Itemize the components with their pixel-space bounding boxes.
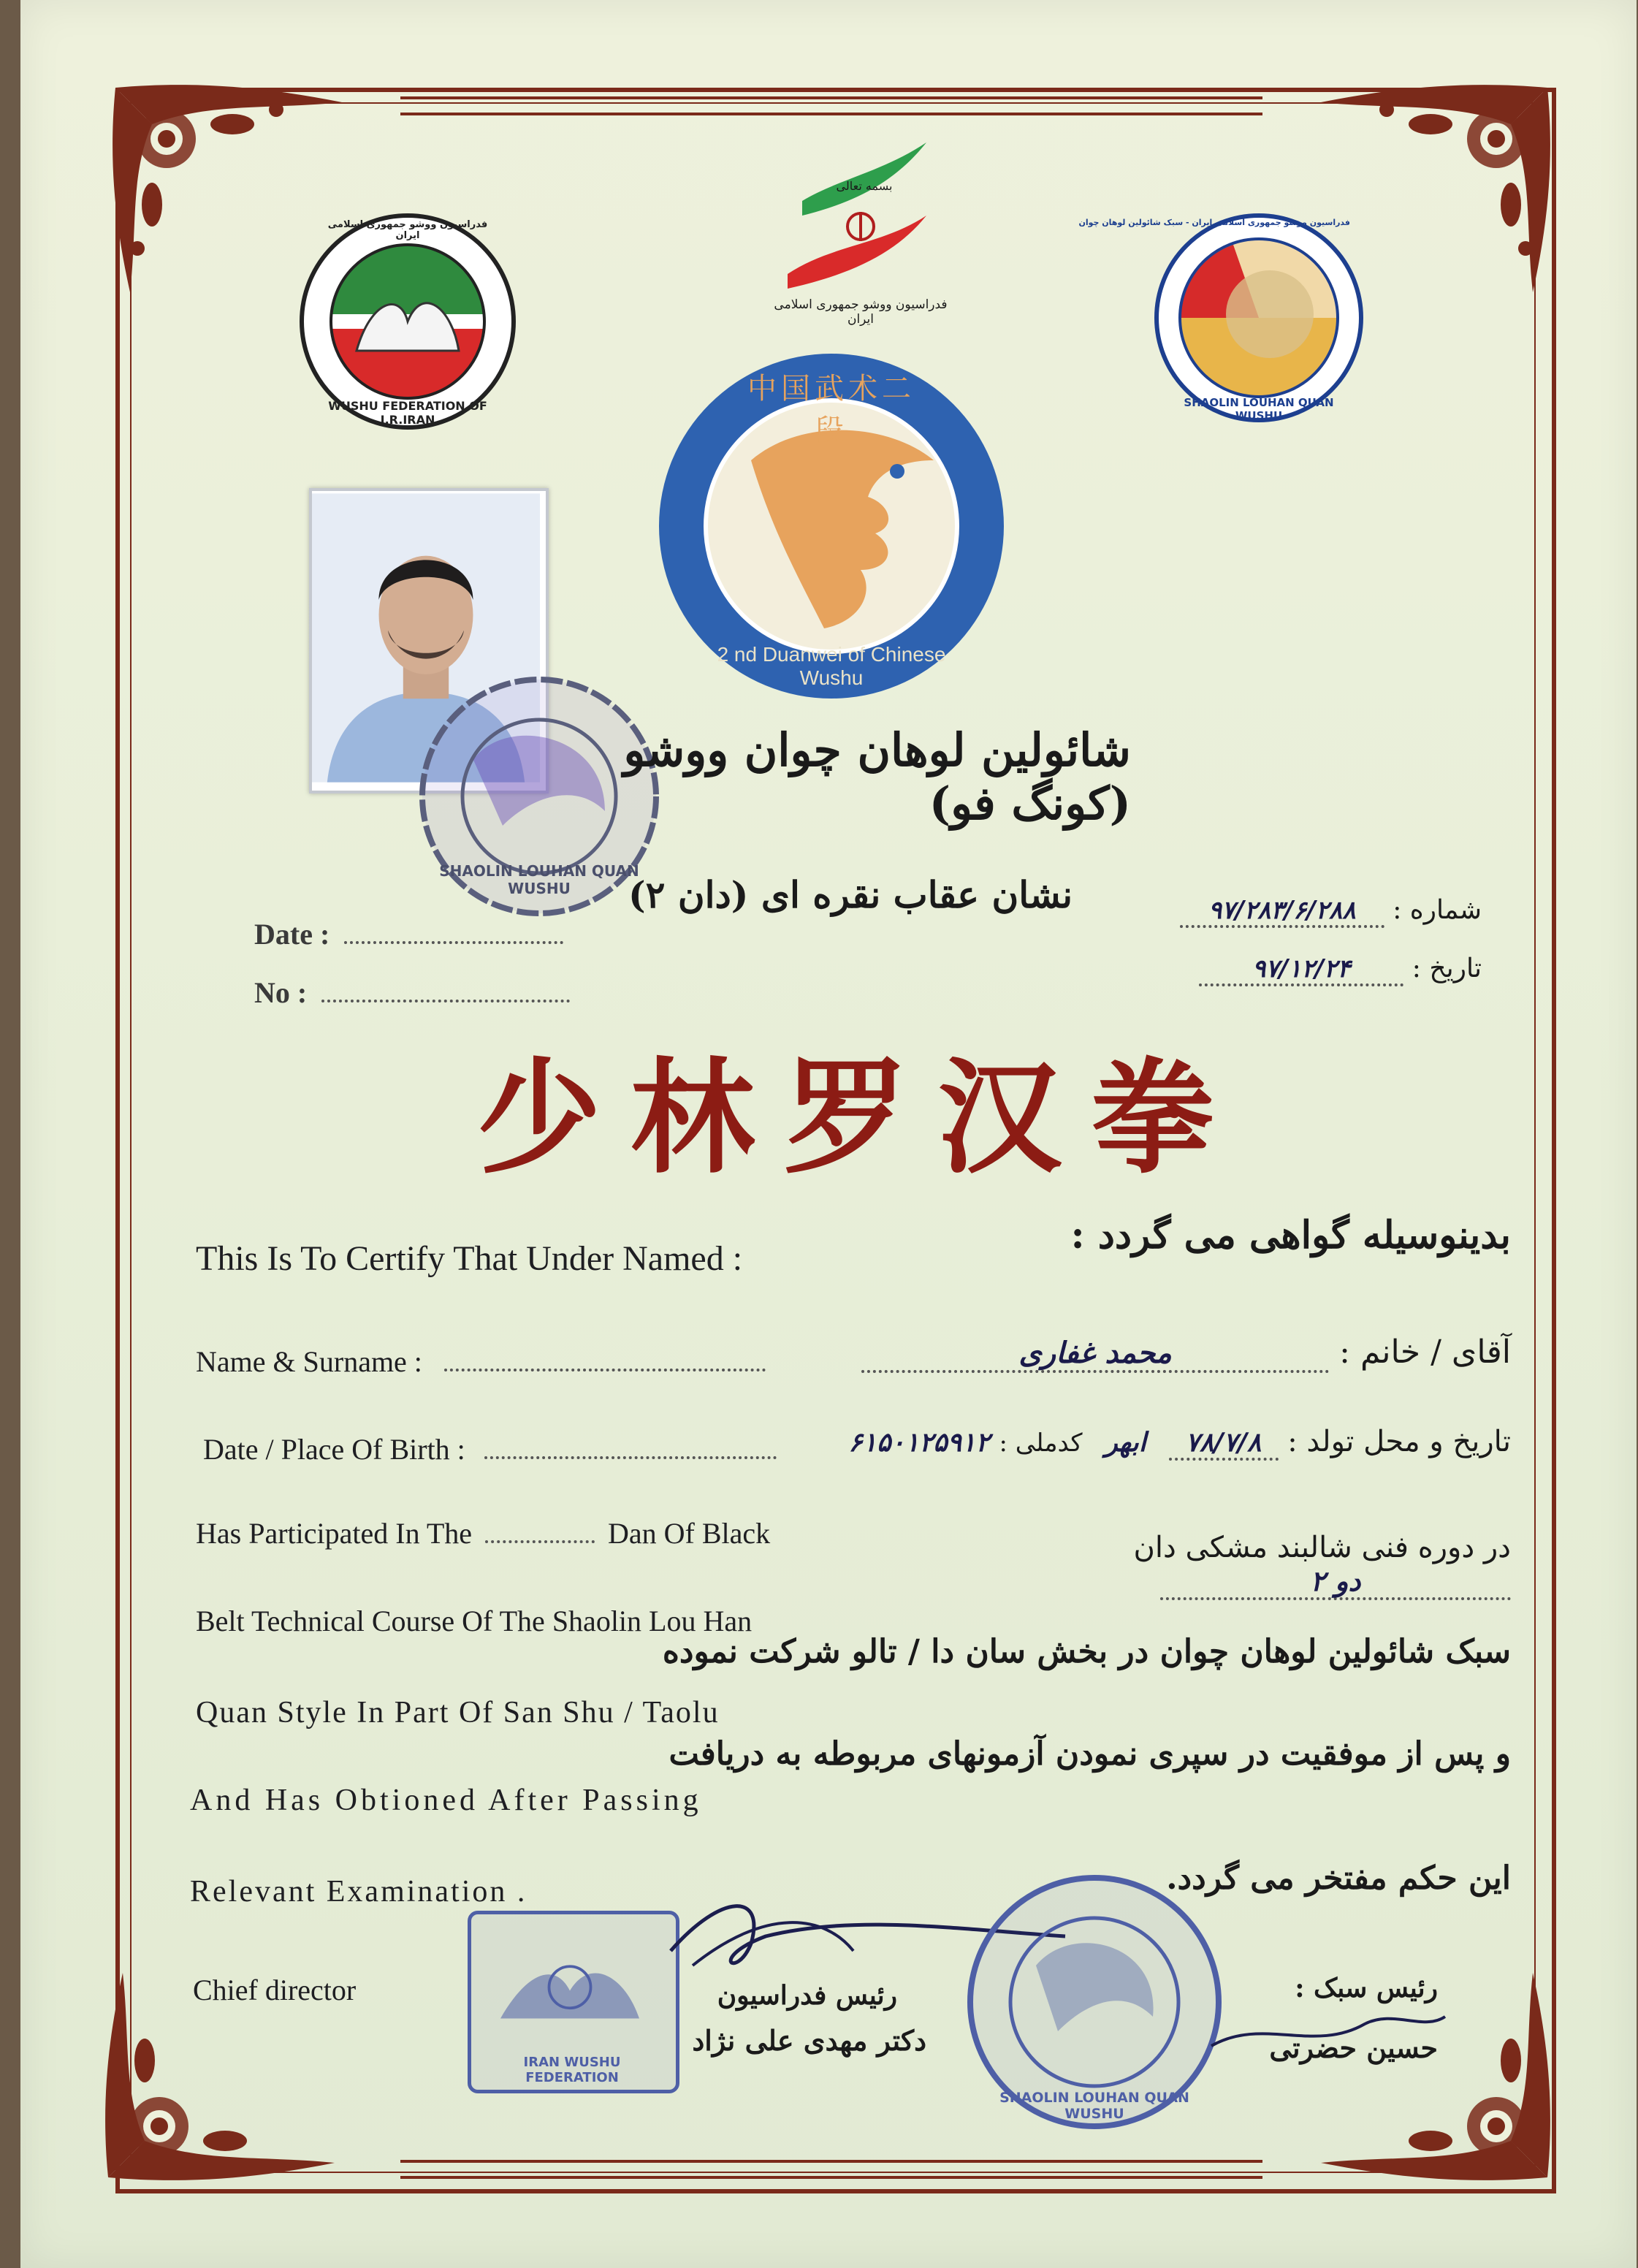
chinese-title: 少林罗汉拳 bbox=[476, 1045, 1244, 1191]
en-line-5: Relevant Examination . bbox=[190, 1875, 527, 1909]
bottom-rule bbox=[400, 2160, 1262, 2179]
federation-head-name: دکتر مهدی علی نژاد bbox=[692, 2024, 926, 2057]
fa-date-value: ۹۷/۱۲/۲۴ bbox=[1199, 954, 1403, 986]
iran-flag-emblem bbox=[773, 135, 948, 327]
date-field bbox=[344, 941, 563, 944]
en-line-4: And Has Obtioned After Passing bbox=[190, 1784, 702, 1817]
en-name-label: Name & Surname : bbox=[196, 1345, 422, 1378]
fa-dob-label: تاریخ و محل تولد : bbox=[1287, 1425, 1511, 1458]
bismillah-text: بسمه تعالی bbox=[836, 179, 893, 193]
en-dob-field bbox=[484, 1456, 777, 1459]
right-logo-caption-fa: فدراسیون ووشو جمهوری اسلامی ایران - سبک شائولین لوهان چوان bbox=[1078, 218, 1350, 227]
fa-line-5: این حکم مفتخر می گردد. bbox=[1166, 1860, 1511, 1897]
fa-number-row bbox=[1146, 895, 1482, 928]
style-head-name: حسین حضرتی bbox=[1269, 2031, 1438, 2064]
en-line-2: Belt Technical Course Of The Shaolin Lou Han bbox=[196, 1605, 753, 1637]
left-logo-caption-fa: فدراسیون ووشو جمهوری اسلامی ایران bbox=[327, 219, 488, 241]
fa-name-value: محمد غفاری bbox=[861, 1336, 1329, 1373]
left-logo-caption: WUSHU FEDERATION OF I.R.IRAN bbox=[328, 399, 487, 427]
fa-dan-value: دو ۲ bbox=[1160, 1565, 1511, 1600]
date-label: Date : bbox=[254, 918, 330, 951]
fa-line-4: و پس از موفقیت در سپری نمودن آزمونهای مربوطه به دریافت bbox=[668, 1735, 1511, 1773]
fa-dan-row bbox=[810, 1531, 1511, 1600]
top-rule bbox=[400, 96, 1262, 115]
fa-certify: بدینوسیله گواهی می گردد : bbox=[1070, 1213, 1511, 1257]
no-label: No : bbox=[254, 976, 308, 1009]
en-name-row bbox=[196, 1344, 766, 1379]
flag-emblem-caption: فدراسیون ووشو جمهوری اسلامی ایران bbox=[774, 297, 948, 327]
en-dan-field bbox=[485, 1540, 595, 1543]
fa-date-label: تاریخ : bbox=[1412, 954, 1482, 983]
right-logo-caption: SHAOLIN LOUHAN QUAN WUSHU bbox=[1184, 396, 1334, 422]
shaolin-round-stamp bbox=[963, 1871, 1226, 2134]
iran-wushu-federation-stamp bbox=[468, 1911, 679, 2093]
wushu-federation-logo bbox=[298, 212, 517, 431]
persian-sub-title: نشان عقاب نقره ای (دان ۲) bbox=[628, 873, 1073, 916]
en-participated-row bbox=[196, 1516, 770, 1550]
en-name-field bbox=[444, 1369, 766, 1371]
en-certify: This Is To Certify That Under Named : bbox=[196, 1239, 743, 1278]
duanwei-eagle-emblem bbox=[656, 351, 1007, 701]
fa-name-label: آقای / خانم : bbox=[1339, 1333, 1511, 1371]
fa-date-row bbox=[1146, 954, 1482, 986]
shaolin-stamp-text: SHAOLIN LOUHAN QUAN WUSHU bbox=[999, 2090, 1189, 2122]
fa-number-label: شماره : bbox=[1393, 895, 1482, 925]
en-line-3: Quan Style In Part Of San Shu / Taolu bbox=[196, 1696, 720, 1729]
style-head-signature bbox=[1204, 2002, 1452, 2060]
fa-dan-line: در دوره فنی شالبند مشکی دان bbox=[1133, 1531, 1511, 1564]
certificate bbox=[20, 0, 1637, 2268]
fa-national-id-value: ۶۱۵۰۱۲۵۹۱۲ bbox=[848, 1428, 990, 1458]
en-chief-director: Chief director bbox=[193, 1974, 357, 2006]
style-head-title: رئیس سبک : bbox=[1295, 1973, 1438, 2003]
fa-birth-place: ابهر bbox=[1105, 1428, 1146, 1458]
fa-name-row bbox=[824, 1333, 1511, 1373]
en-participated-b: Dan Of Black bbox=[608, 1517, 771, 1550]
no-row bbox=[254, 975, 570, 1010]
persian-main-title: شائولین لوهان چوان ووشو (کونگ فو) bbox=[623, 723, 1131, 830]
no-field bbox=[321, 1000, 570, 1002]
en-participated-a: Has Participated In The bbox=[196, 1517, 473, 1550]
en-dob-label: Date / Place Of Birth : bbox=[203, 1433, 465, 1466]
en-dob-row bbox=[203, 1432, 777, 1466]
photo-stamp-text: SHAOLIN LOUHAN QUAN WUSHU bbox=[439, 862, 639, 897]
emblem-chinese-text: 中国武术二段 bbox=[747, 372, 915, 447]
fa-number-value: ۹۷/۲۸۳/۶/۲۸۸ bbox=[1180, 896, 1384, 928]
fa-national-id-label: کدملی : bbox=[999, 1428, 1083, 1458]
fa-line-3: سبک شائولین لوهان چوان در بخش سان دا / تالو شرکت نموده bbox=[662, 1633, 1511, 1670]
emblem-caption-text: 2 nd Duanwei of Chinese Wushu bbox=[717, 643, 946, 689]
iran-stamp-text: IRAN WUSHU FEDERATION bbox=[523, 2055, 621, 2085]
fa-dob-row bbox=[795, 1425, 1511, 1461]
shaolin-louhan-logo bbox=[1078, 212, 1365, 424]
federation-head-title: رئیس فدراسیون bbox=[717, 1980, 897, 2011]
fa-dob-value: ۷۸/۷/۸ bbox=[1169, 1428, 1279, 1461]
date-row bbox=[254, 917, 563, 951]
